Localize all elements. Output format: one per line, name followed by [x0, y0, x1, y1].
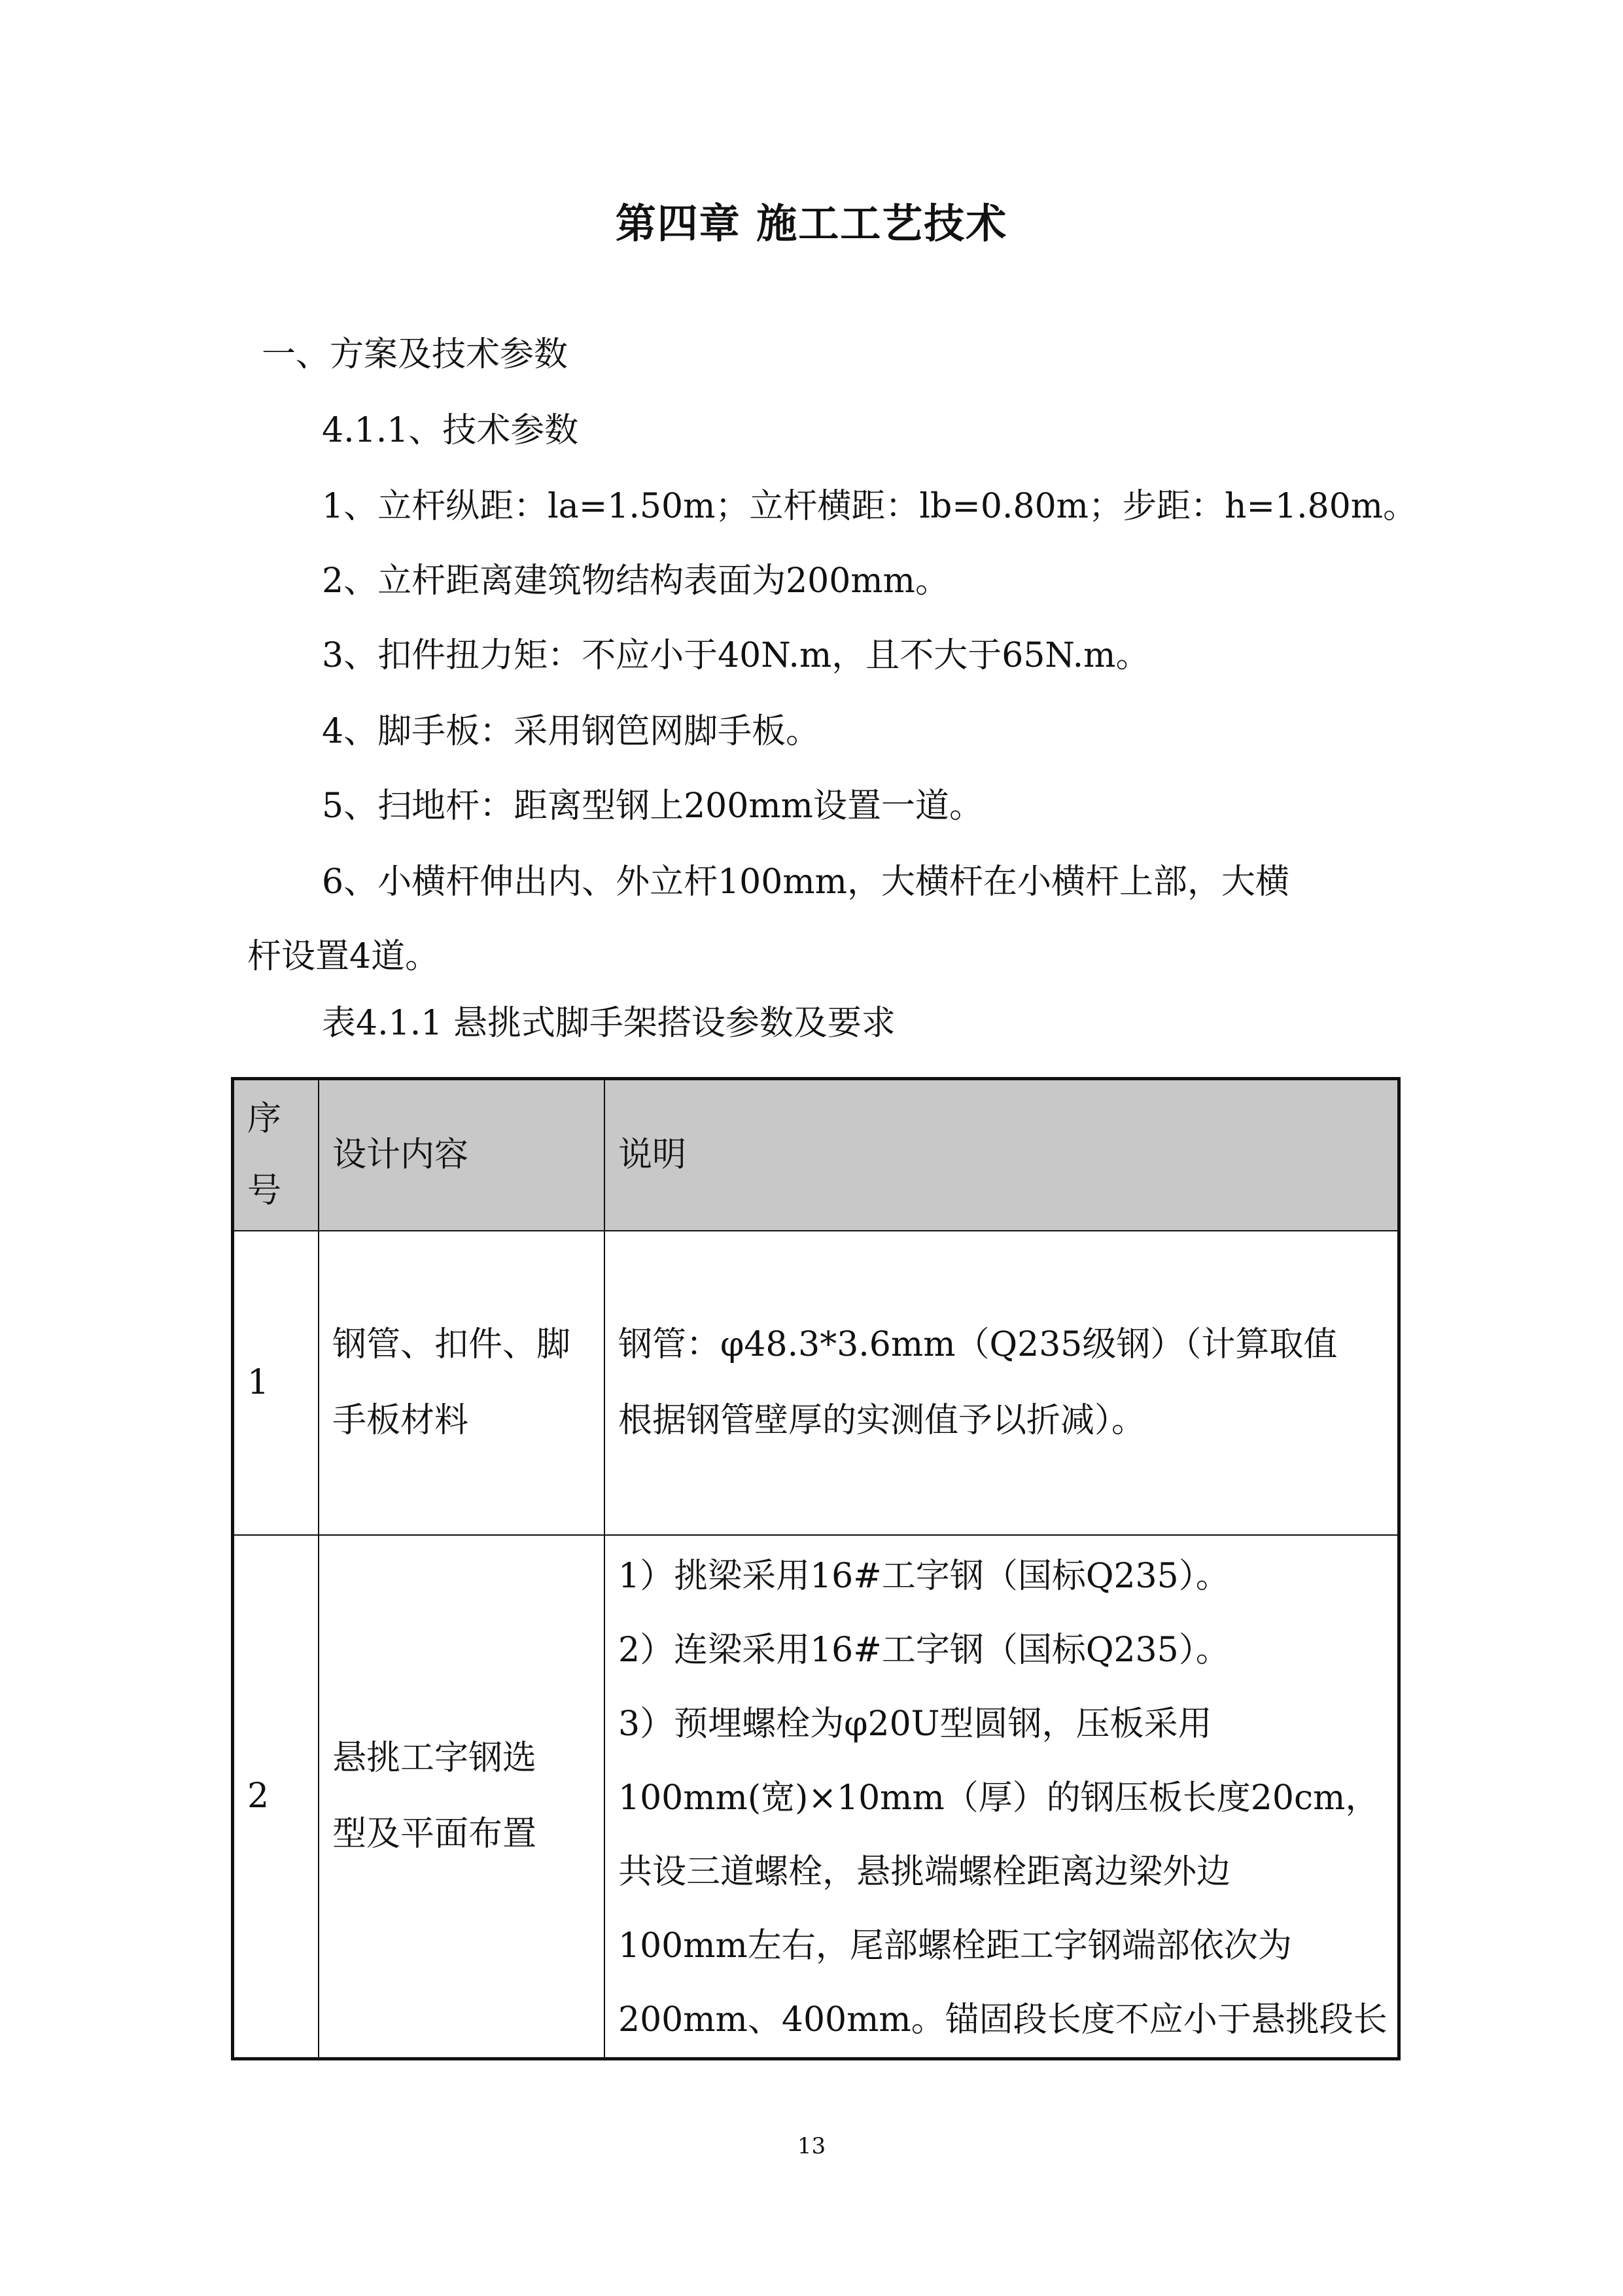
desc-line: 3）预埋螺栓为φ20U型圆钢，压板采用	[618, 1704, 1212, 1744]
desc-line: 200mm、400mm。锚固段长度不应小于悬挑段长	[618, 2000, 1387, 2040]
design-line: 钢管、扣件、脚	[332, 1325, 571, 1364]
table-header-row	[233, 1079, 1399, 1231]
chapter-title: 第四章 施工工艺技术	[615, 200, 1008, 247]
header-desc: 说明	[604, 1079, 1399, 1231]
row-design	[319, 1231, 604, 1535]
design-line: 悬挑工字钢选	[332, 1739, 537, 1778]
parameter-table	[231, 1077, 1401, 2060]
table-row	[233, 1535, 1399, 2059]
desc-line: 100mm(宽)×10mm（厚）的钢压板长度20cm，	[618, 1778, 1380, 1818]
desc-line: 1）挑梁采用16#工字钢（国标Q235）。	[618, 1556, 1230, 1596]
param-5: 5、扫地杆：距离型钢上200mm设置一道。	[322, 786, 983, 826]
param-4: 4、脚手板：采用钢笆网脚手板。	[322, 712, 820, 751]
row-desc	[604, 1535, 1399, 2059]
design-line: 手板材料	[332, 1401, 469, 1440]
header-seq-line-1: 序	[247, 1099, 282, 1139]
param-1: 1、立杆纵距：la=1.50m；立杆横距：lb=0.80m；步距：h=1.80m。	[322, 487, 1418, 526]
row-seq: 1	[233, 1231, 319, 1535]
header-design: 设计内容	[319, 1079, 604, 1231]
row-seq: 2	[233, 1535, 319, 2059]
desc-line: 钢管：φ48.3*3.6mm（Q235级钢）（计算取值	[618, 1325, 1338, 1364]
desc-line: 根据钢管壁厚的实测值予以折减）。	[618, 1401, 1146, 1440]
table-row	[233, 1231, 1399, 1535]
subsection-heading: 4.1.1、技术参数	[322, 411, 579, 450]
page-number: 13	[797, 2133, 826, 2159]
param-6-line-1: 6、小横杆伸出内、外立杆100mm，大横杆在小横杆上部，大横	[322, 862, 1289, 902]
row-desc	[604, 1231, 1399, 1535]
table-caption: 表4.1.1 悬挑式脚手架搭设参数及要求	[322, 1004, 896, 1043]
param-2: 2、立杆距离建筑物结构表面为200mm。	[322, 561, 949, 601]
desc-line: 2）连梁采用16#工字钢（国标Q235）。	[618, 1630, 1230, 1670]
param-3: 3、扣件扭力矩：不应小于40N.m，且不大于65N.m。	[322, 636, 1150, 675]
param-6-line-2: 杆设置4道。	[247, 937, 440, 976]
desc-line: 共设三道螺栓，悬挑端螺栓距离边梁外边	[618, 1852, 1231, 1892]
header-seq-line-2: 号	[247, 1171, 282, 1211]
row-design	[319, 1535, 604, 2059]
header-seq	[233, 1079, 319, 1231]
design-line: 型及平面布置	[332, 1814, 537, 1854]
desc-line: 100mm左右，尾部螺栓距工字钢端部依次为	[618, 1926, 1292, 1966]
section-heading: 一、方案及技术参数	[262, 335, 568, 374]
